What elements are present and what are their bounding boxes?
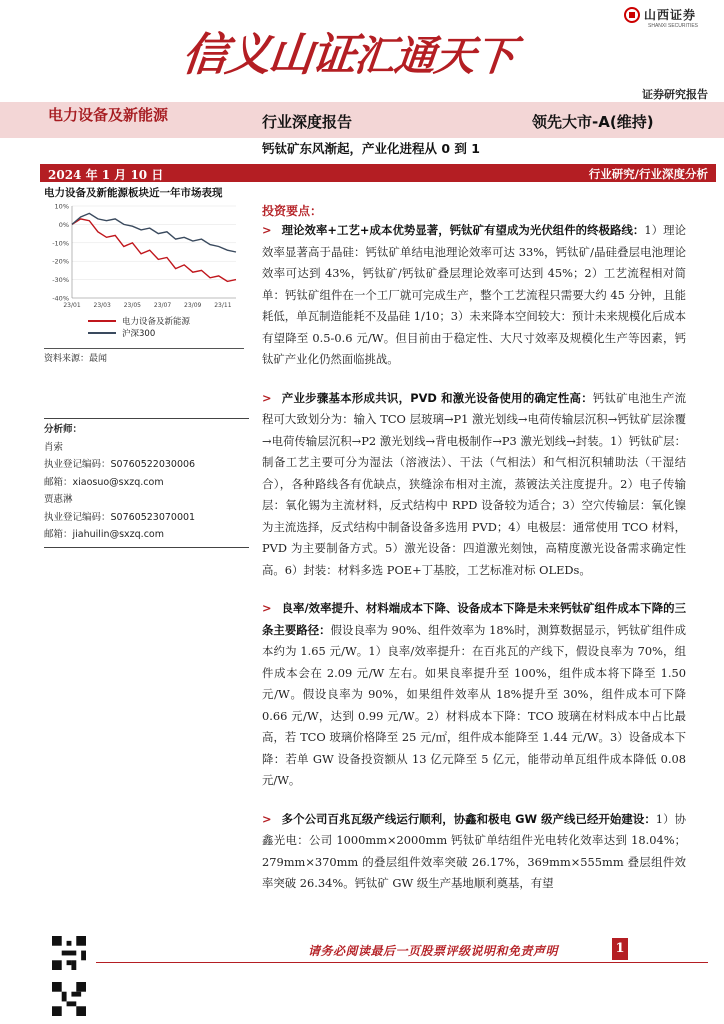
slogan-part2: 汇通天下 (351, 32, 517, 80)
legend-swatch-index (88, 332, 116, 334)
y-tick-label: 0% (58, 220, 69, 229)
y-tick-label: -30% (52, 276, 69, 285)
logo-mark-icon (624, 7, 640, 23)
series-line-0 (72, 219, 236, 282)
legend-label-sector: 电力设备及新能源 (122, 317, 191, 327)
paragraph (262, 809, 686, 895)
analyst-cert: 执业登记编码：S0760523070001 (44, 511, 196, 523)
paragraph-lead: 产业步骤基本形成共识，PVD 和激光设备使用的确定性高： (281, 390, 593, 405)
chart-source: 资料来源：最闻 (44, 348, 244, 364)
y-tick-label: -10% (52, 239, 69, 248)
x-tick-label: 23/01 (63, 302, 81, 309)
performance-chart (40, 200, 240, 315)
analyst-name: 贾惠淋 (44, 494, 73, 505)
key-points-heading: 投资要点： (262, 204, 323, 218)
divider (44, 547, 249, 548)
paragraph-text: 钙钛矿电池生产流程可大致划分为：输入 TCO 层玻璃→P1 激光划线→电荷传输层沉积→钙钛矿层涂覆→电荷传输层沉积→P2 激光划线→背电极制作→P3 激光划线→封装。1）钙钛矿层：制备工艺主要可分为湿法（溶液法）、干法（气相法）和气相沉积辅助法（干湿结合），各种路线各有优缺点，狭缝涂布相对主流，蒸镀法关注度提升。2）电子传输层：氧化锡为主流材料，反式结构中 RPD 设备较为适合；3）空穴传输层：氧化镍为主流选择，反式结构中制备设备多选用 PVD；4）电极层：通常使用 TCO 材料，PVD 为主要制备方式。5）激光设备：四道激光刻蚀，高精度激光设备需求确定性高。6）封装：材料多选 POE+丁基胶，工艺标准对标 OLEDs。 (262, 390, 686, 577)
chart-legend (88, 315, 190, 339)
paragraph-lead: 良率/效率提升、材料端成本下降、设备成本下降是未来钙钛矿组件成本下降的三条主要路径： (262, 601, 686, 637)
bullet-arrow-icon: > (262, 601, 272, 615)
disclaimer: 请务必阅读最后一页股票评级说明和免责声明 (308, 944, 559, 958)
legend-item-sector (88, 315, 190, 327)
chart-title: 电力设备及新能源板块近一年市场表现 (44, 187, 223, 199)
report-type: 行业深度报告 (262, 113, 353, 131)
analyst-cert: 执业登记编码：S0760522030006 (44, 459, 196, 470)
analyst-email[interactable]: 邮箱：jiahuilin@sxzq.com (44, 529, 164, 540)
rating: 领先大市-A(维持) (532, 113, 654, 131)
page-number: 1 (612, 938, 628, 960)
brand-slogan (180, 18, 519, 83)
main-content (262, 202, 686, 912)
bullet-arrow-icon: > (262, 223, 272, 237)
bullet-arrow-icon: > (262, 811, 272, 826)
company-logo (624, 6, 699, 29)
paragraph (262, 598, 686, 792)
bullet-arrow-icon: > (262, 390, 272, 405)
logo-english-text: SHANXI SECURITIES (648, 23, 699, 29)
paragraph-text: 假设良率为 90%、组件效率为 18%时，测算数据显示，钙钛矿组件成本约为 1.65 元/W。1）良率/效率提升：在百兆瓦的产线下，假设良率为 70%，组件成本会在 2.09 元/W 左右。如果良率提升至 100%，组件成本将下降至 1.50 元/W。假设良率为 90%，如果组件效率从 18%提升至 30%，组件成本可下降 0.66 元/W，达到 0.99 元/W。2）材料成本下降：TCO 玻璃在材料成本中占比最高，若 TCO 玻璃价格降至 25 元/㎡，组件成本能降至 1.44 元/W。3）设备成本下降：若单 GW 设备投资额从 13 亿元降至 5 亿元，能带动单瓦组件成本降低 0.08 元/W。 (262, 622, 686, 787)
research-label: 证券研究报告 (642, 88, 708, 101)
x-tick-label: 23/07 (153, 302, 172, 309)
series-line-1 (72, 213, 236, 252)
footer-divider (96, 962, 708, 963)
y-tick-label: 10% (54, 202, 69, 211)
paragraph-text: 1）协鑫光电：公司 1000mm×2000mm 钙钛矿单结组件光电转化效率达到 18.04%；279mm×370mm 的叠层组件效率突破 26.17%，369mm×555mm 叠层组件效率突破 26.34%。钙钛矿 GW 级生产基地顺利奠基，有望 (262, 811, 686, 890)
date-bar (40, 164, 716, 182)
sector-title: 电力设备及新能源 (48, 106, 169, 124)
x-tick-label: 23/05 (123, 302, 142, 309)
report-date: 2024 年 1 月 10 日 (48, 168, 164, 182)
analyst-email[interactable]: 邮箱：xiaosuo@sxzq.com (44, 476, 164, 488)
legend-swatch-sector (88, 320, 116, 322)
y-tick-label: -20% (52, 257, 69, 266)
qr-code-icon (52, 982, 86, 1016)
legend-item-index (88, 327, 190, 339)
analyst-name: 肖索 (44, 441, 64, 453)
analysts-heading: 分析师： (44, 418, 249, 439)
paragraph-lead: 多个公司百兆瓦级产线运行顺利，协鑫和极电 GW 级产线已经开始建设： (281, 811, 656, 826)
paragraph-text: 1）理论效率显著高于晶硅：钙钛矿单结电池理论效率可达 33%，钙钛矿/晶硅叠层电池理论效率可达到 43%，钙钛矿/钙钛矿叠层理论效率可达到 45%；2）工艺流程相对简单：钙钛矿组件在一个工厂就可完成生产，整个工艺流程只需要大约 45 分钟，且能耗低，单瓦制造能耗不及晶硅 1/10；3）未来降本空间较大：预计未来规模化后成本有望降至 0.5-0.6 元/W。但目前由于稳定性、大尺寸效率及规模化生产等因素，钙钛矿产业化仍然面临挑战。 (262, 223, 686, 366)
legend-label-index: 沪深300 (122, 329, 156, 339)
report-subtitle: 钙钛矿东风渐起，产业化进程从 0 到 1 (262, 141, 480, 156)
x-tick-label: 23/09 (184, 302, 202, 309)
slogan-part1: 信义山证 (179, 28, 358, 81)
paragraph-lead: 理论效率+工艺+成本优势显著，钙钛矿有望成为光伏组件的终极路线： (281, 223, 645, 237)
analyst-box (44, 418, 249, 548)
paragraph (262, 388, 686, 582)
x-tick-label: 23/03 (93, 302, 111, 309)
y-tick-label: -40% (52, 294, 69, 303)
report-category: 行业研究/行业深度分析 (588, 167, 708, 181)
qr-code-icon (52, 936, 86, 970)
logo-text: 山西证券 (644, 8, 697, 22)
x-tick-label: 23/11 (214, 302, 232, 309)
paragraph (262, 220, 686, 371)
